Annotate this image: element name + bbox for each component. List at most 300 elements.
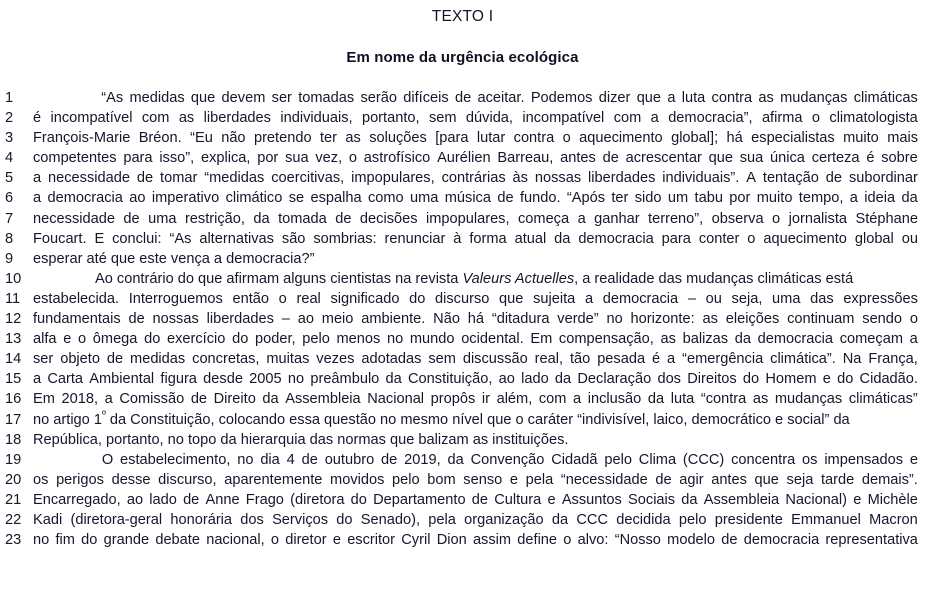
word: Assembleia xyxy=(703,491,780,508)
word: sujeita xyxy=(533,290,576,307)
word: Sociais xyxy=(628,491,676,508)
word: começam xyxy=(839,331,903,348)
word: Anne xyxy=(205,491,240,508)
word: astrofísico xyxy=(363,150,431,167)
word: por xyxy=(257,150,279,167)
word: o xyxy=(811,110,820,127)
word: de xyxy=(183,491,200,508)
word: da xyxy=(385,371,402,388)
word: fundamentais xyxy=(33,311,121,328)
word: no xyxy=(386,331,404,348)
ordinal-indicator: º xyxy=(101,408,106,421)
word: balizas xyxy=(682,331,729,348)
word: bom xyxy=(427,471,456,488)
line-text: esperar até que este vença a democracia?” xyxy=(33,250,315,267)
word: democracia xyxy=(47,190,123,207)
word: aparentemente xyxy=(224,471,323,488)
word: 2019, xyxy=(404,451,441,468)
word: mundo xyxy=(409,331,455,348)
word: decidida xyxy=(616,511,671,528)
word: ocidental. xyxy=(461,331,524,348)
word: “ditadura xyxy=(491,311,550,328)
word: incompatível xyxy=(522,110,605,127)
word: presidente xyxy=(714,511,783,528)
text-line xyxy=(5,211,918,231)
word: fim xyxy=(55,532,75,549)
line-number: 3 xyxy=(5,130,14,147)
word: Em xyxy=(530,331,553,348)
line-text xyxy=(33,532,918,548)
word: individuais, xyxy=(280,110,353,127)
word: tomadas xyxy=(298,90,355,106)
word: Homem xyxy=(765,371,817,388)
word: começa xyxy=(518,210,570,227)
word: sobre xyxy=(881,150,918,167)
text-line xyxy=(5,532,918,552)
word: climático xyxy=(225,190,283,207)
word: democracia”, xyxy=(668,110,753,127)
word: ser xyxy=(271,90,292,106)
word: que xyxy=(636,90,662,106)
word: portanto, xyxy=(361,110,420,127)
word: figura xyxy=(160,371,197,388)
line-text xyxy=(33,90,918,106)
word: no xyxy=(287,371,305,388)
line-text: República, portanto, no topo da hierarquia das normas que balizam as instituições. xyxy=(33,431,569,448)
word: Comissão xyxy=(119,391,185,408)
word: o xyxy=(348,150,358,167)
line-text xyxy=(33,391,918,407)
text-line xyxy=(5,311,918,331)
line-number: 19 xyxy=(5,451,22,468)
word: Aurélien xyxy=(437,150,491,167)
word: movidos xyxy=(330,471,385,488)
word: os xyxy=(33,471,49,488)
word: e xyxy=(332,532,341,549)
numbered-text-body xyxy=(0,90,925,552)
word: de xyxy=(825,170,843,187)
word: concentra xyxy=(731,451,796,468)
word: verde” xyxy=(557,311,599,328)
line-content: Ao contrário do que afirmam alguns cientistas na revista Valeurs Actuelles, a realidade das mudanças climáticas está xyxy=(95,270,854,287)
line-number: 7 xyxy=(5,210,14,227)
word: Dion xyxy=(436,532,467,549)
line-text xyxy=(33,150,918,166)
word: tarde xyxy=(820,471,855,488)
word: tomada xyxy=(278,210,327,227)
word: para xyxy=(661,230,691,247)
word: do xyxy=(232,331,249,348)
word: Cultura xyxy=(494,491,542,508)
word: das xyxy=(810,290,834,307)
text-line xyxy=(5,190,918,210)
word: – xyxy=(281,311,290,328)
text-line xyxy=(5,90,918,110)
word: ir xyxy=(481,391,490,408)
word: Michèle xyxy=(867,491,918,508)
line-number: 1 xyxy=(5,90,14,106)
text-line xyxy=(5,351,918,371)
word: uma xyxy=(410,190,439,207)
word: de xyxy=(381,451,398,468)
word: atual xyxy=(514,230,547,247)
word: “contra xyxy=(700,391,747,408)
line-text xyxy=(33,231,918,247)
word: mais xyxy=(887,130,918,147)
word: continuam xyxy=(787,311,855,328)
word: democracia xyxy=(602,290,679,307)
word: que xyxy=(190,90,216,106)
word: conter xyxy=(698,230,740,247)
word: CCC xyxy=(576,511,608,528)
word: contra xyxy=(513,130,555,147)
word: Declaração xyxy=(577,371,652,388)
word: (diretora xyxy=(290,491,345,508)
word: alternativas xyxy=(199,230,274,247)
word: Em xyxy=(33,391,55,408)
word: que xyxy=(754,471,779,488)
word: Encarregado, xyxy=(33,491,121,508)
text-line xyxy=(5,251,918,271)
word: muitas xyxy=(266,351,310,368)
word: as xyxy=(178,110,195,127)
word: medidas xyxy=(130,351,186,368)
line-text xyxy=(33,512,918,528)
word: tomar xyxy=(160,170,198,187)
word: música xyxy=(444,190,491,207)
word: luta xyxy=(670,391,695,408)
word: lutar xyxy=(476,130,506,147)
word: espalha xyxy=(310,190,362,207)
word: do xyxy=(742,371,760,388)
text-line xyxy=(5,512,918,532)
word: Macron xyxy=(869,511,918,528)
word: sua xyxy=(739,150,764,167)
line-text xyxy=(33,472,918,488)
word: da xyxy=(554,371,572,388)
word: aceitar. xyxy=(477,90,525,106)
word: subordinar xyxy=(848,170,918,187)
word: fundo. xyxy=(519,190,561,207)
word: sem xyxy=(428,351,456,368)
line-text xyxy=(33,130,918,146)
word: pelo xyxy=(678,511,707,528)
word: decisões xyxy=(359,210,418,227)
word: aquecimento xyxy=(763,230,847,247)
word: além, xyxy=(496,391,533,408)
word: 4 xyxy=(286,451,295,468)
word: O xyxy=(101,451,114,468)
word: organização xyxy=(464,511,544,528)
word: impopulares, xyxy=(351,170,435,187)
word: medidas xyxy=(129,90,185,106)
word: Emmanuel xyxy=(791,511,861,528)
word: dos xyxy=(657,371,681,388)
line-number: 13 xyxy=(5,331,22,348)
word: no xyxy=(606,311,623,328)
word: propôs xyxy=(430,391,476,408)
text-line xyxy=(5,452,918,472)
word: a xyxy=(667,351,676,368)
text-line xyxy=(5,150,918,170)
word: “Nosso xyxy=(614,532,661,549)
text-line xyxy=(5,110,918,130)
word: acrescentar xyxy=(625,150,702,167)
word: Podemos xyxy=(530,90,593,106)
word: Clima xyxy=(638,451,677,468)
word: renunciar xyxy=(384,230,446,247)
word: ao xyxy=(498,371,515,388)
word: discurso xyxy=(435,290,490,307)
word: “necessidade xyxy=(560,471,648,488)
line-text xyxy=(33,291,918,307)
word: de xyxy=(721,532,738,549)
word: pretendo xyxy=(253,130,312,147)
word: de xyxy=(454,90,472,106)
word: ter xyxy=(319,130,337,147)
word: exercício xyxy=(167,331,226,348)
word: de xyxy=(301,451,318,468)
word: pela xyxy=(525,471,554,488)
word: 2005 xyxy=(249,371,282,388)
word: sem xyxy=(428,110,457,127)
word: debate xyxy=(155,532,200,549)
word: são xyxy=(281,230,306,247)
word: senso xyxy=(463,471,503,488)
word: Constituição, xyxy=(408,371,493,388)
word: Foucart. xyxy=(33,230,87,247)
line-text xyxy=(33,311,918,327)
word: a xyxy=(33,371,42,388)
word: da xyxy=(551,511,569,528)
word: há xyxy=(467,311,485,328)
word: Cyril xyxy=(401,532,431,549)
word: se xyxy=(288,190,305,207)
word: certeza xyxy=(811,150,860,167)
line-number: 5 xyxy=(5,170,14,187)
word: concretas, xyxy=(192,351,260,368)
word: liberdades xyxy=(588,170,656,187)
word: climatologista xyxy=(829,110,918,127)
word: de xyxy=(106,351,124,368)
word: climática”. xyxy=(770,351,836,368)
word: coercitivas, xyxy=(271,170,345,187)
word: as xyxy=(660,331,676,348)
word: é xyxy=(652,351,661,368)
word: Direito xyxy=(213,391,256,408)
word: impensados xyxy=(824,451,904,468)
line-number: 17 xyxy=(5,411,22,428)
word: como xyxy=(367,190,404,207)
word: grande xyxy=(103,532,150,549)
word: lado xyxy=(149,491,177,508)
word: imperativo xyxy=(151,190,220,207)
word: única xyxy=(770,150,805,167)
word: demais”. xyxy=(861,471,918,488)
word: de xyxy=(128,311,145,328)
word: pesada xyxy=(597,351,646,368)
word: Assuntos xyxy=(561,491,622,508)
word: as xyxy=(345,130,361,147)
text-line xyxy=(5,291,918,311)
word: Na xyxy=(842,351,862,368)
word: antes xyxy=(560,150,596,167)
text-line xyxy=(5,130,918,150)
word: para xyxy=(123,150,153,167)
text-line xyxy=(5,231,918,251)
line-number: 8 xyxy=(5,230,14,247)
word: explica, xyxy=(200,150,251,167)
word: dizer xyxy=(598,90,631,106)
word: de xyxy=(497,190,514,207)
word: de xyxy=(655,471,672,488)
word: democracia xyxy=(743,532,820,549)
word: afirma xyxy=(761,110,803,127)
word: isso”, xyxy=(159,150,195,167)
word: eleições xyxy=(725,311,780,328)
word: menos xyxy=(336,331,381,348)
word: sido xyxy=(634,190,662,207)
word: estabelecimento, xyxy=(120,451,231,468)
word: jornalista xyxy=(788,210,848,227)
word: uma xyxy=(772,290,801,307)
word: sua xyxy=(285,150,309,167)
word: Frago xyxy=(245,491,284,508)
paragraph-indent xyxy=(33,90,95,106)
word: do xyxy=(409,290,426,307)
word: Nacional) xyxy=(785,491,848,508)
word: e xyxy=(547,491,556,508)
word: impopulares, xyxy=(425,210,510,227)
word: Bréon. xyxy=(138,130,182,147)
word: não xyxy=(221,130,246,147)
word: a xyxy=(849,190,858,207)
word: Barreau, xyxy=(497,150,554,167)
word: as xyxy=(752,391,769,408)
text-line xyxy=(5,331,918,351)
word: conclui: xyxy=(112,230,162,247)
word: às xyxy=(512,170,528,187)
word: no xyxy=(237,451,254,468)
word: serão xyxy=(360,90,397,106)
word: restrição, xyxy=(184,210,245,227)
word: necessidade xyxy=(33,210,115,227)
word: ou xyxy=(901,230,918,247)
word: no xyxy=(33,532,50,549)
word: global]; xyxy=(671,130,719,147)
word: o xyxy=(909,311,918,328)
word: pelo xyxy=(302,331,330,348)
page-title: TEXTO I xyxy=(431,8,494,25)
word: meio xyxy=(321,311,354,328)
word: da xyxy=(681,491,698,508)
word: luta xyxy=(681,90,706,106)
word: muito xyxy=(843,130,879,147)
word: os xyxy=(802,451,818,468)
paragraph-indent xyxy=(33,271,95,287)
word: poder, xyxy=(254,331,296,348)
word: vez, xyxy=(315,150,343,167)
word: da xyxy=(447,451,464,468)
word: real, xyxy=(534,351,564,368)
word: Convenção xyxy=(470,451,545,468)
word: é xyxy=(33,110,42,127)
word: a xyxy=(909,331,918,348)
word: dia xyxy=(260,451,280,468)
word: difíceis xyxy=(403,90,449,106)
word: representativa xyxy=(825,532,918,549)
word: mudanças xyxy=(774,391,843,408)
word: de xyxy=(190,391,208,408)
word: Interroguemos xyxy=(128,290,223,307)
word: Senado), xyxy=(360,511,421,528)
word: e xyxy=(822,371,831,388)
word: observa xyxy=(711,210,764,227)
word: A xyxy=(746,170,756,187)
word: da xyxy=(253,210,270,227)
line-number: 6 xyxy=(5,190,14,207)
word: Carta xyxy=(47,371,84,388)
word: “emergência xyxy=(682,351,764,368)
word: liberdades xyxy=(206,311,274,328)
line-text xyxy=(33,452,918,468)
word: a xyxy=(650,110,659,127)
line-text xyxy=(33,371,918,387)
word: discussão xyxy=(462,351,528,368)
word: as xyxy=(702,311,718,328)
word: a xyxy=(667,90,676,106)
word: de xyxy=(335,210,352,227)
word: pelo xyxy=(604,451,632,468)
word: climáticas xyxy=(853,90,918,106)
word: da xyxy=(901,190,918,207)
line-number: 18 xyxy=(5,431,22,448)
word: o xyxy=(563,532,572,549)
word: incompatível xyxy=(50,110,133,127)
word: individuais”. xyxy=(662,170,740,187)
word: discurso, xyxy=(158,471,217,488)
word: Assembleia xyxy=(285,391,361,408)
word: de xyxy=(136,170,154,187)
word: horizonte: xyxy=(630,311,695,328)
word: uma xyxy=(148,210,177,227)
word: com xyxy=(141,110,170,127)
word: sombrias: xyxy=(313,230,377,247)
word: “As xyxy=(169,230,192,247)
word: então xyxy=(232,290,269,307)
word: um xyxy=(667,190,689,207)
word: a xyxy=(33,190,42,207)
word: do xyxy=(81,532,98,549)
line-text xyxy=(33,408,918,428)
word: devem xyxy=(221,90,266,106)
word: democracia xyxy=(578,230,654,247)
word: global xyxy=(854,230,894,247)
word: e xyxy=(509,471,519,488)
word: o xyxy=(562,130,571,147)
word: muito xyxy=(756,190,793,207)
word: perigos xyxy=(56,471,104,488)
word: democracia xyxy=(757,331,834,348)
word: ao xyxy=(129,190,146,207)
text-line xyxy=(5,170,918,190)
word: [para xyxy=(435,130,469,147)
word: Serviços xyxy=(272,511,329,528)
word: e xyxy=(63,331,72,348)
word: ser xyxy=(33,351,54,368)
word: há xyxy=(726,130,743,147)
word: ambiente. xyxy=(361,311,426,328)
